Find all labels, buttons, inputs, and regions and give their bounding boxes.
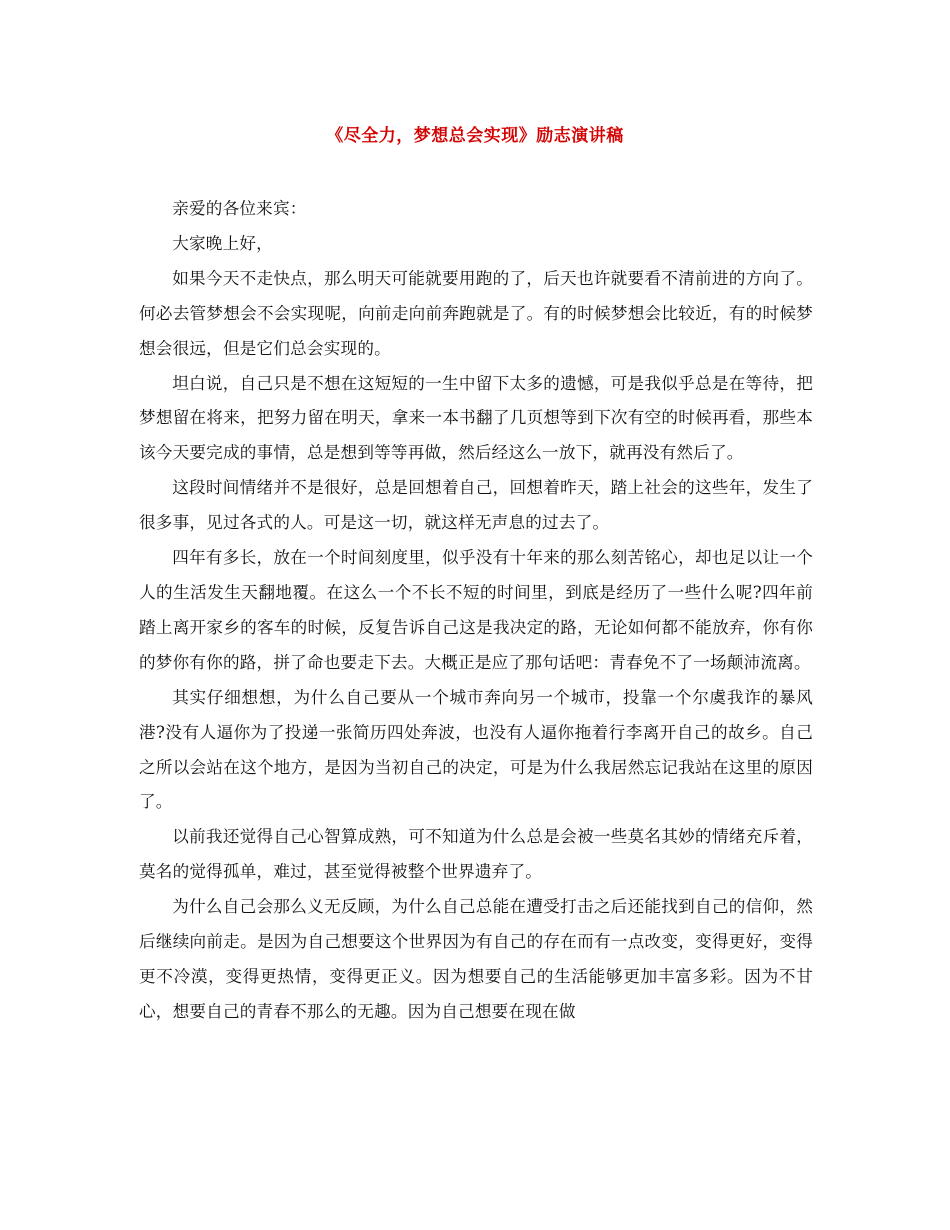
body-paragraph: 这段时间情绪并不是很好，总是回想着自己，回想着昨天，踏上社会的这些年，发生了很多事，见过各式的人。可是这一切，就这样无声息的过去了。	[139, 478, 813, 533]
document-body	[139, 192, 813, 1030]
document-title: 《尽全力，梦想总会实现》励志演讲稿	[326, 126, 624, 146]
greeting-paragraph: 大家晚上好，	[172, 233, 273, 253]
salutation-paragraph: 亲爱的各位来宾：	[172, 199, 307, 218]
body-paragraph: 为什么自己会那么义无反顾，为什么自己总能在遭受打击之后还能找到自己的信仰，然后继续向前走。是因为自己想要这个世界因为有自己的存在而有一点改变，变得更好，变得更不冷漠，变得更热情，变得更正义。因为想要自己的生活能够更加丰富多彩。因为不甘心，想要自己的青春不那么的无趣。因为自己想要在现在做	[139, 897, 813, 1021]
body-paragraph: 坦白说，自己只是不想在这短短的一生中留下太多的遗憾，可是我似乎总是在等待，把梦想留在将来，把努力留在明天，拿来一本书翻了几页想等到下次有空的时候再看，那些本该今天要完成的事情，总是想到等等再做，然后经这么一放下，就再没有然后了。	[139, 373, 813, 463]
body-paragraph: 以前我还觉得自己心智算成熟，可不知道为什么总是会被一些莫名其妙的情绪充斥着，莫名的觉得孤单，难过，甚至觉得被整个世界遗弃了。	[139, 827, 813, 882]
body-paragraph: 四年有多长，放在一个时间刻度里，似乎没有十年来的那么刻苦铭心，却也足以让一个人的生活发生天翻地覆。在这么一个不长不短的时间里，到底是经历了一些什么呢?四年前踏上离开家乡的客车的时候，反复告诉自己这是我决定的路，无论如何都不能放弃，你有你的梦你有你的路，拼了命也要走下去。大概正是应了那句话吧：青春免不了一场颠沛流离。	[139, 548, 813, 672]
body-paragraph: 如果今天不走快点，那么明天可能就要用跑的了，后天也许就要看不清前进的方向了。何必去管梦想会不会实现呢，向前走向前奔跑就是了。有的时候梦想会比较近，有的时候梦想会很远，但是它们总会实现的。	[139, 268, 813, 358]
body-paragraph: 其实仔细想想，为什么自己要从一个城市奔向另一个城市，投靠一个尔虞我诈的暴风港?没有人逼你为了投递一张简历四处奔波，也没有人逼你拖着行李离开自己的故乡。自己之所以会站在这个地方，是因为当初自己的决定，可是为什么我居然忘记我站在这里的原因了。	[139, 687, 813, 812]
